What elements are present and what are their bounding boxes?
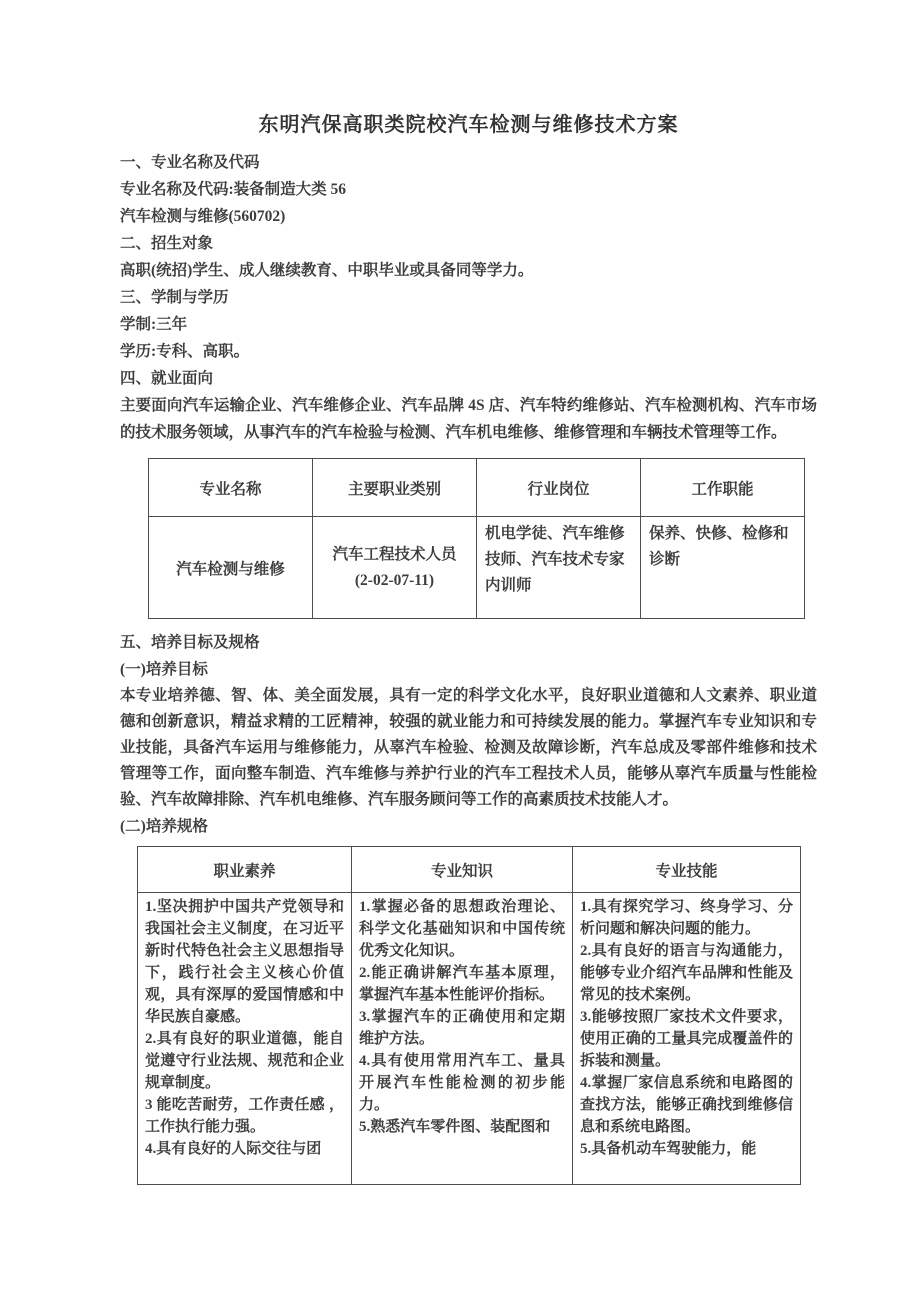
professional-skill-list [580,896,793,1184]
skill-item-5: 5.具备机动车驾驶能力，能 [580,1141,757,1157]
section1-heading: 一、专业名称及代码 [120,154,260,171]
quality-item-3: 3 能吃苦耐劳，工作责任感 ，工作执行能力强。 [145,1097,344,1135]
section3-heading: 三、学制与学历 [120,289,229,306]
cell-professional-quality [138,893,352,1185]
knowledge-item-2: 2.能正确讲解汽车基本原理，掌握汽车基本性能评价指标。 [359,965,565,1003]
training-spec-table [137,846,801,1185]
section4-paragraph: 主要面向汽车运输企业、汽车维修企业、汽车品牌 4S 店、汽车特约维修站、汽车检测机构、汽车市场的技术服务领域，从事汽车的汽车检验与检测、汽车机电维修、维修管理和车辆技术管理等工作。 [120,397,817,441]
cell-major-name: 汽车检测与维修 [149,517,313,619]
knowledge-item-5: 5.熟悉汽车零件图、装配图和 [359,1119,551,1135]
cell-industry-position: 机电学徒、汽车维修技师、汽车技术专家内训师 [477,517,641,619]
section1-line-code: 专业名称及代码:装备制造大类 56 [120,181,347,198]
professional-quality-list [145,896,344,1184]
header-occupation-category: 主要职业类别 [313,459,477,517]
section5-sub1-heading: (一)培养目标 [120,661,208,678]
cell-occupation-category [313,517,477,619]
cell-professional-skill [573,893,801,1185]
skill-item-1: 1.具有探究学习、终身学习、分析问题和解决问题的能力。 [580,899,793,937]
major-info-data-row [149,517,805,619]
section3-line-schooling: 学制:三年 [120,316,188,333]
skill-item-2: 2.具有良好的语言与沟通能力，能够专业介绍汽车品牌和性能及常见的技术案例。 [580,943,793,1003]
cell-job-function: 保养、快修、检修和诊断 [641,517,805,619]
document-title: 东明汽保高职类院校汽车检测与维修技术方案 [258,114,679,136]
skill-item-3: 3.能够按照厂家技术文件要求，使用正确的工量具完成覆盖件的拆装和测量。 [580,1009,793,1069]
cell-professional-knowledge [352,893,573,1185]
header-major-name: 专业名称 [149,459,313,517]
quality-item-4: 4.具有良好的人际交往与团 [145,1141,322,1157]
major-info-table [148,458,805,619]
training-spec-header-row [138,847,801,893]
header-professional-skill: 专业技能 [573,847,801,893]
section1-line-major: 汽车检测与维修(560702) [120,208,286,225]
occupation-category-name: 汽车工程技术人员 [332,545,457,563]
major-info-header-row [149,459,805,517]
header-professional-knowledge: 专业知识 [352,847,573,893]
knowledge-item-3: 3.掌握汽车的正确使用和定期维护方法。 [359,1009,565,1047]
occupation-category-code: (2-02-07-11) [354,571,435,589]
header-industry-position: 行业岗位 [477,459,641,517]
knowledge-item-1: 1.掌握必备的思想政治理论、科学文化基础知识和中国传统优秀文化知识。 [359,899,565,959]
section3-line-degree: 学历:专科、高职。 [120,343,250,360]
header-professional-quality: 职业素养 [138,847,352,893]
section5-sub2-heading: (二)培养规格 [120,818,208,835]
section4-heading: 四、就业面向 [120,370,214,387]
training-objective-paragraph: 本专业培养德、智、体、美全面发展，具有一定的科学文化水平，良好职业道德和人文素养、职业道德和创新意识，精益求精的工匠精神，较强的就业能力和可持续发展的能力。掌握汽车专业知识和专业技能，具备汽车运用与维修能力，从辜汽车检验、检测及故障诊断，汽车总成及零部件维修和技术管理等工作，面向整车制造、汽车维修与养护行业的汽车工程技术人员，能够从辜汽车质量与性能检验、汽车故障排除、汽车机电维修、汽车服务顾问等工作的高素质技术技能人才。 [120,687,817,808]
professional-knowledge-list [359,896,565,1184]
quality-item-2: 2.具有良好的职业道德，能自觉遵守行业法规、规范和企业规章制度。 [145,1031,344,1091]
knowledge-item-4: 4.具有使用常用汽车工、量具开展汽车性能检测的初步能力。 [359,1053,565,1113]
section5-heading: 五、培养目标及规格 [120,634,260,651]
section2-heading: 二、招生对象 [120,235,214,252]
quality-item-1: 1.坚决拥护中国共产党领导和我国社会主义制度，在习近平新时代特色社会主义思想指导下，践行社会主义核心价值观，具有深厚的爱国情感和中华民族自豪感。 [145,899,344,1025]
skill-item-4: 4.掌握厂家信息系统和电路图的查找方法，能够正确找到维修信息和系统电路图。 [580,1075,793,1135]
header-job-function: 工作职能 [641,459,805,517]
training-spec-data-row [138,893,801,1185]
section2-line-enrollment: 高职(统招)学生、成人继续教育、中职毕业或具备同等学力。 [120,262,534,279]
